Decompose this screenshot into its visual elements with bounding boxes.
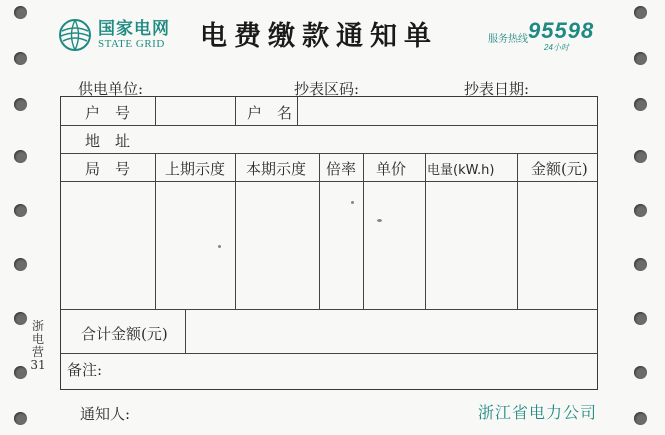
col-divider: [235, 97, 236, 125]
punch-hole: [14, 412, 27, 425]
punch-hole: [14, 150, 27, 163]
col-multiplier: 倍率: [326, 160, 357, 178]
punch-hole: [14, 258, 27, 271]
meter-area-label: 抄表区码:: [294, 80, 360, 98]
hotline-number: 95598: [528, 18, 595, 43]
ink-smudge: [351, 201, 354, 204]
account-number-label: 户 号: [85, 104, 131, 122]
punch-hole: [14, 312, 27, 325]
col-divider: [297, 97, 298, 125]
punch-hole: [14, 98, 27, 111]
total-amount-label: 合计金额(元): [81, 325, 168, 343]
col-divider: [319, 153, 320, 309]
punch-hole: [14, 52, 27, 65]
col-divider: [155, 97, 156, 125]
punch-hole: [634, 98, 647, 111]
state-grid-logo: [58, 18, 170, 52]
col-unit-price: 单价: [376, 160, 407, 178]
remarks-label: 备注:: [67, 361, 103, 379]
punch-hole: [634, 6, 647, 19]
col-previous-reading: 上期示度: [165, 160, 226, 178]
form-title: 电费缴款通知单: [200, 21, 438, 52]
punch-hole: [634, 412, 647, 425]
ink-smudge: [218, 245, 221, 248]
punch-hole: [14, 366, 27, 379]
col-current-reading: 本期示度: [246, 160, 307, 178]
row-divider: [61, 353, 597, 354]
row-divider: [61, 309, 597, 310]
hotline-24h: 24小时: [544, 43, 569, 52]
company-name: 浙江省电力公司: [478, 405, 598, 422]
punch-hole: [14, 204, 27, 217]
col-divider: [363, 153, 364, 309]
punch-hole: [634, 258, 647, 271]
col-meter-no: 局 号: [85, 160, 131, 178]
logo-english-text: STATE GRID: [98, 37, 165, 50]
col-divider: [235, 153, 236, 309]
meter-date-label: 抄表日期:: [464, 80, 530, 98]
punch-hole: [634, 366, 647, 379]
state-grid-globe-icon: [58, 18, 92, 52]
col-divider: [517, 153, 518, 309]
form-code: 浙电营31: [30, 319, 46, 372]
col-divider: [185, 309, 186, 353]
address-label: 地 址: [85, 132, 131, 150]
logo-chinese-text: 国家电网: [98, 18, 170, 38]
notifier-label: 通知人:: [80, 405, 131, 423]
punch-hole: [634, 150, 647, 163]
row-divider: [61, 125, 597, 126]
billing-table: [60, 96, 598, 390]
punch-hole: [634, 312, 647, 325]
hotline-label: 服务热线: [488, 34, 528, 45]
punch-hole: [634, 52, 647, 65]
ink-smudge: [377, 219, 382, 222]
col-amount: 金额(元): [531, 160, 588, 178]
supplier-label: 供电单位:: [78, 80, 144, 98]
col-divider: [155, 153, 156, 309]
account-name-label: 户 名: [247, 104, 293, 122]
col-divider: [425, 153, 426, 309]
punch-hole: [14, 6, 27, 19]
col-electricity-kwh: 电量(kW.h): [427, 163, 495, 178]
punch-hole: [634, 204, 647, 217]
